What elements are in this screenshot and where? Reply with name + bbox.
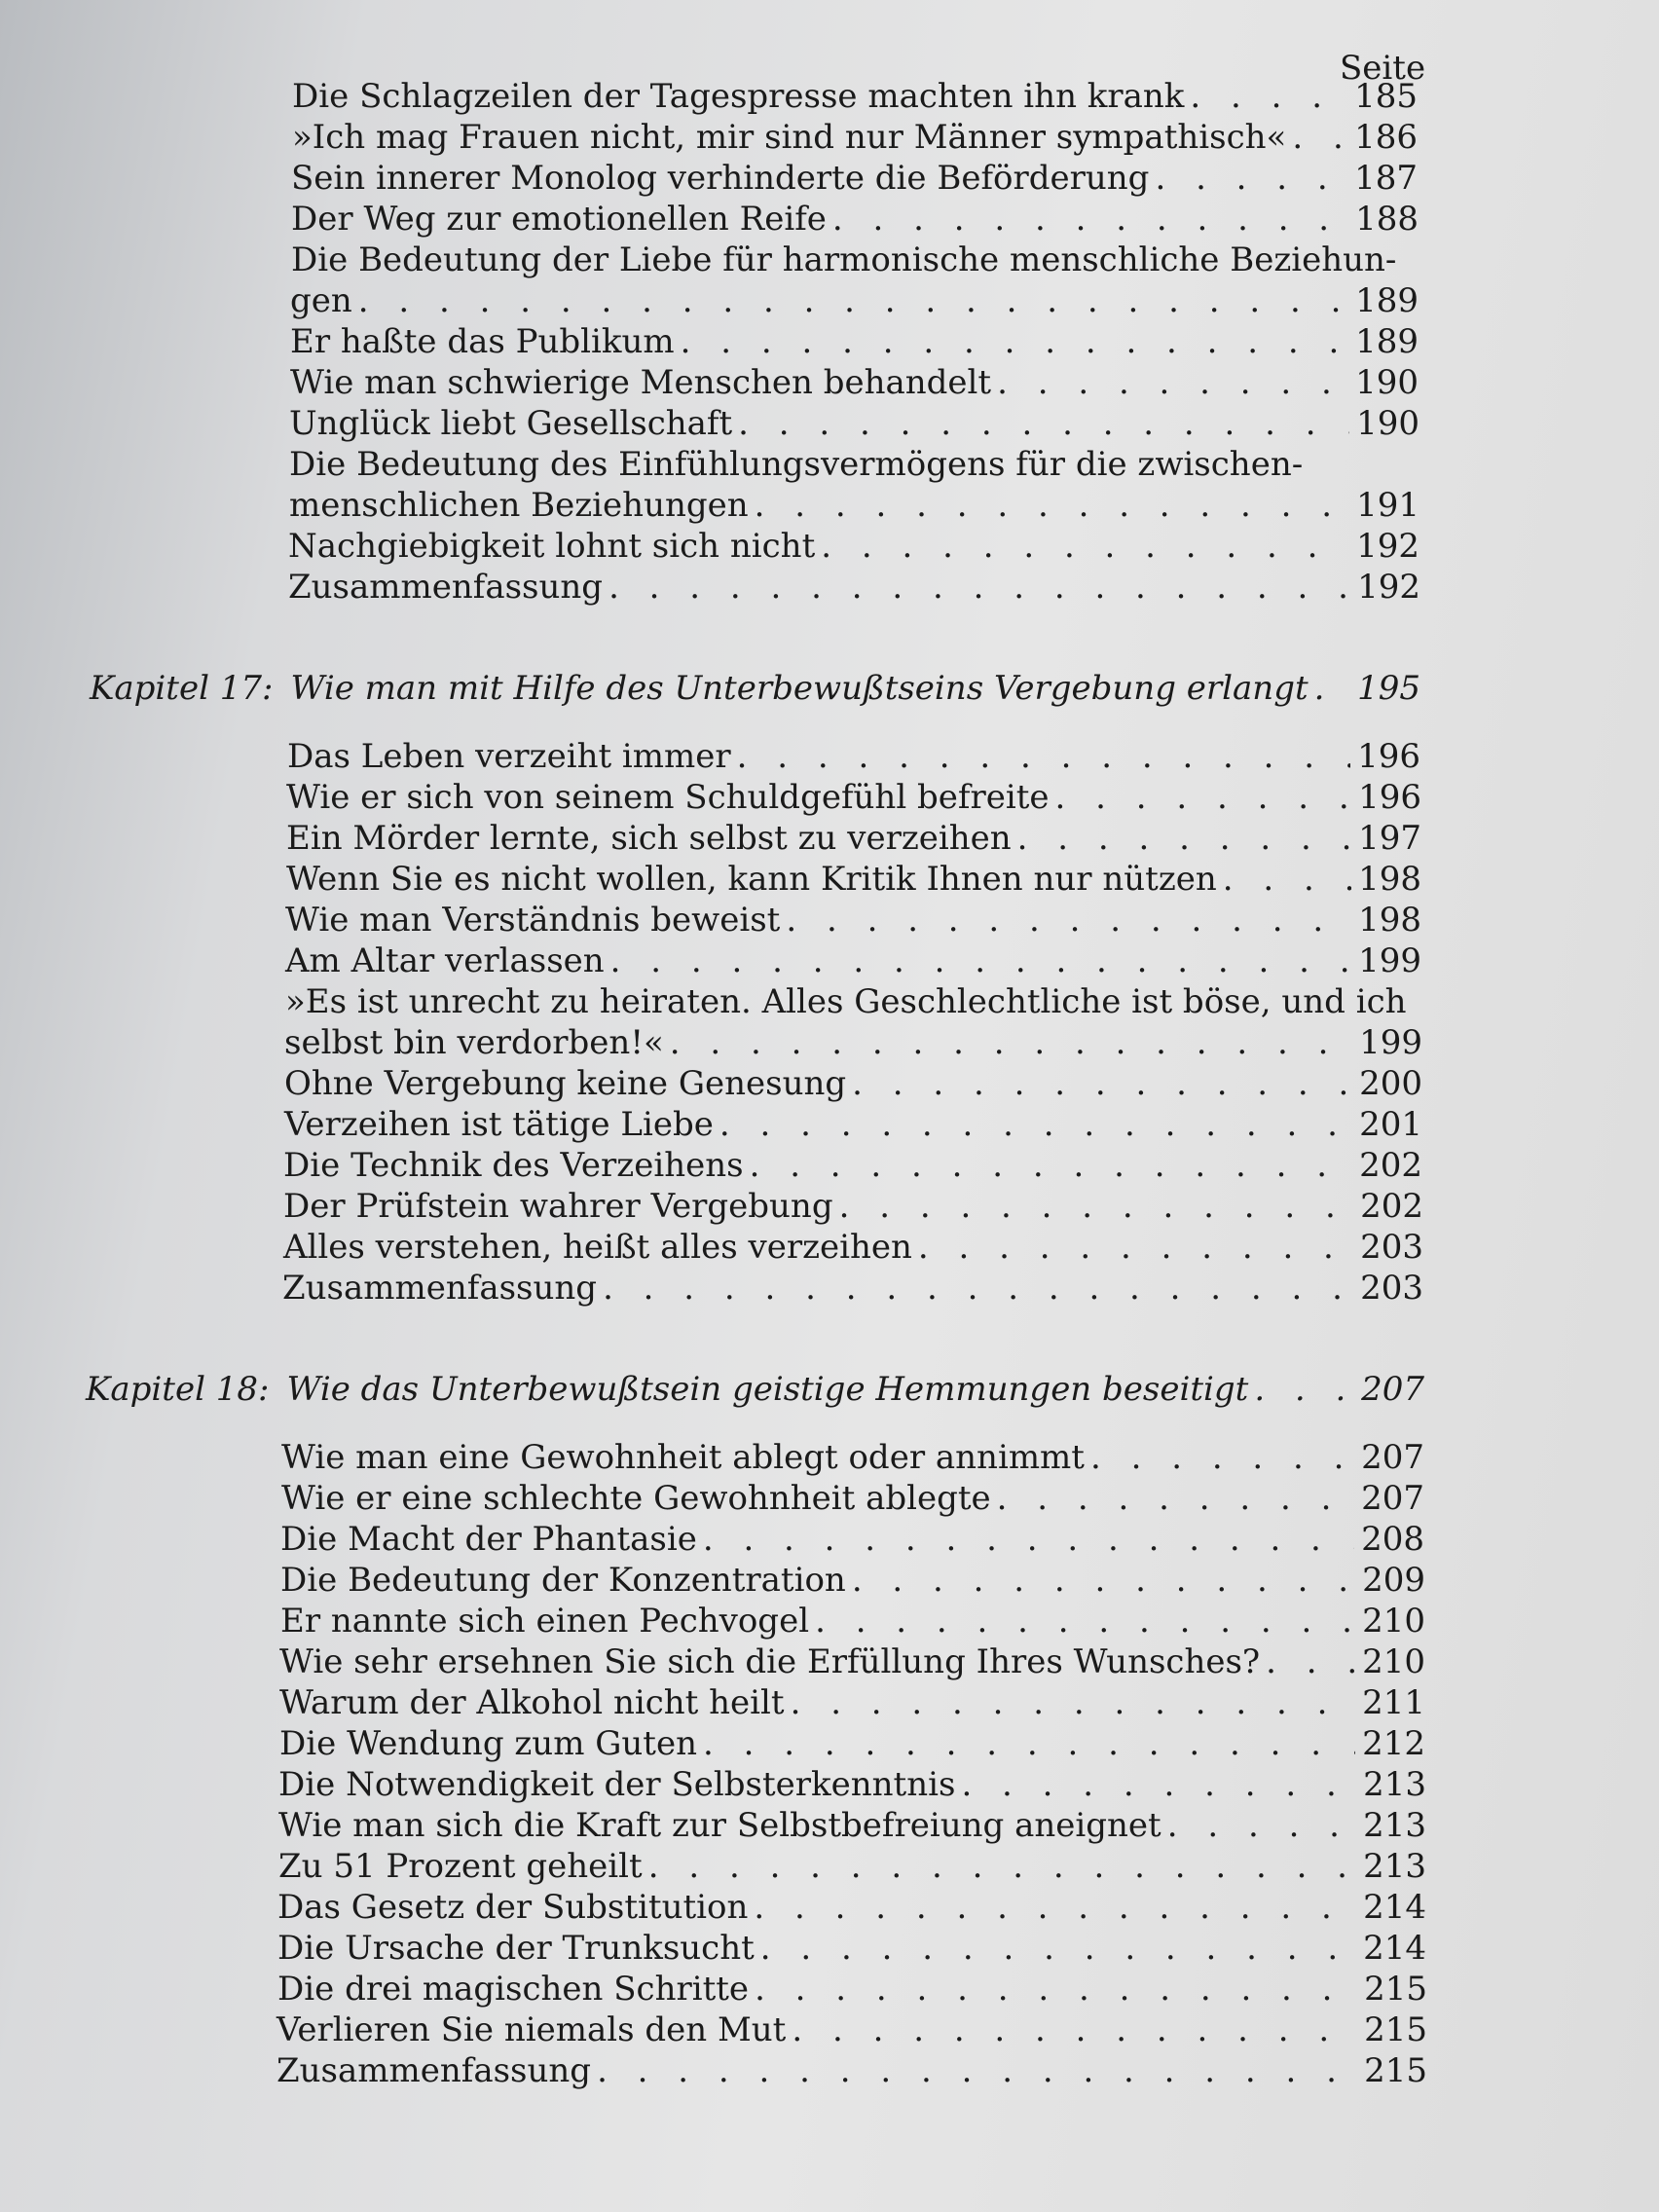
entry-title: Zu 51 Prozent geheilt: [278, 1847, 643, 1886]
page-number: 197: [1358, 819, 1421, 858]
toc-entry: [280, 1560, 1425, 1601]
chapter-title: Wie das Unterbewußtsein geistige Hemmungen beseitigt: [286, 1370, 1249, 1409]
page-number: 211: [1362, 1683, 1425, 1722]
dot-leader: [750, 1145, 1352, 1186]
toc-entry: [291, 158, 1418, 199]
toc-entry: [288, 526, 1419, 567]
dot-leader: [1017, 818, 1351, 859]
toc-entry: [292, 76, 1418, 117]
page-number: 202: [1359, 1146, 1422, 1185]
entry-title: Die Technik des Verzeihens: [283, 1146, 744, 1185]
dot-leader: [755, 1969, 1357, 2009]
entry-title: Wenn Sie es nicht wollen, kann Kritik Ihnen nur nützen: [286, 860, 1217, 899]
toc-entry: [277, 1887, 1426, 1928]
page-number: 192: [1356, 527, 1419, 566]
entry-title: Die Macht der Phantasie: [280, 1520, 697, 1559]
toc-entry: [285, 981, 1422, 1022]
toc-entry: [282, 1268, 1423, 1309]
page-number: 196: [1357, 737, 1420, 776]
dot-leader: [737, 736, 1350, 777]
toc-entry: [287, 736, 1420, 777]
toc-entry: [283, 1186, 1423, 1227]
dot-leader: [997, 1478, 1354, 1519]
page-column-header: Seite: [1340, 49, 1426, 88]
page-number: 195: [1357, 669, 1420, 708]
page-number: 209: [1362, 1561, 1425, 1600]
page-number: 190: [1355, 363, 1419, 402]
dot-leader: [703, 1519, 1354, 1560]
page-number: 202: [1360, 1187, 1423, 1226]
entry-title: Die Ursache der Trunksucht: [277, 1929, 755, 1968]
entry-title: Sein innerer Monolog verhinderte die Beförderung: [291, 159, 1150, 198]
page-number: 187: [1354, 159, 1418, 198]
dot-leader: [1254, 1369, 1354, 1410]
toc-entry: [285, 940, 1421, 981]
page-number: 198: [1358, 901, 1421, 940]
entry-title: selbst bin verdorben!«: [284, 1023, 664, 1062]
page-number: 214: [1363, 1888, 1426, 1927]
dot-leader: [791, 1682, 1355, 1723]
page-number: 200: [1359, 1064, 1422, 1103]
entry-title: Die Notwendigkeit der Selbsterkenntnis: [278, 1765, 956, 1804]
page-number: 190: [1356, 404, 1419, 443]
toc-entry: [278, 1846, 1426, 1887]
entry-title: Wie sehr ersehnen Sie sich die Erfüllung Ihres Wunsches?: [279, 1642, 1261, 1681]
page-number: 215: [1364, 1970, 1427, 2009]
dot-leader: [792, 2009, 1357, 2050]
toc-entry: [290, 362, 1419, 403]
page-number: 191: [1356, 486, 1419, 525]
entry-title: Zusammenfassung: [276, 2051, 592, 2090]
toc-entry: [279, 1723, 1425, 1764]
dot-leader: [1292, 117, 1347, 158]
page-number: 215: [1364, 2051, 1427, 2090]
dot-leader: [610, 940, 1351, 981]
dot-leader: [719, 1104, 1352, 1145]
dot-leader: [608, 567, 1350, 608]
dot-leader: [1090, 1437, 1354, 1478]
dot-leader: [821, 526, 1349, 567]
toc-entry: [291, 240, 1419, 280]
entry-title: Warum der Alkohol nicht heilt: [279, 1683, 785, 1722]
toc-entry: [288, 567, 1420, 608]
dot-leader: [755, 485, 1349, 526]
entry-title: Wie er eine schlechte Gewohnheit ablegte: [281, 1479, 991, 1518]
entry-title: Das Leben verzeiht immer: [287, 737, 731, 776]
dot-leader: [648, 1846, 1356, 1887]
chapter-label: Kapitel 17:: [90, 669, 274, 708]
page-number: 213: [1363, 1847, 1426, 1886]
chapter-title: Wie man mit Hilfe des Unterbewußtseins Vergebung erlangt: [290, 669, 1309, 708]
toc-entry: [286, 777, 1421, 818]
toc-entry: [289, 444, 1419, 485]
dot-leader: [815, 1601, 1355, 1641]
entry-title: Er haßte das Publikum: [290, 322, 675, 361]
page-number: 199: [1358, 941, 1421, 980]
dot-leader: [1266, 1641, 1355, 1682]
page-number: 189: [1355, 322, 1419, 361]
dot-leader: [358, 280, 1348, 321]
entry-title: Die Bedeutung der Liebe für harmonische menschliche Beziehun-: [291, 240, 1397, 279]
entry-title: Verlieren Sie niemals den Mut: [276, 2010, 787, 2049]
page-number: 213: [1363, 1765, 1426, 1804]
toc-entry: [289, 485, 1419, 526]
entry-title: Zusammenfassung: [288, 568, 604, 607]
entry-title: Wie man Verständnis beweist: [285, 901, 781, 940]
entry-title: Die Bedeutung des Einfühlungsvermögens für die zwischen-: [289, 445, 1304, 484]
toc-entry: [285, 900, 1421, 940]
entry-title: Verzeihen ist tätige Liebe: [284, 1105, 714, 1144]
entry-title: Wie man schwierige Menschen behandelt: [290, 363, 992, 402]
page-number: 192: [1357, 568, 1420, 607]
toc-entry: [281, 1437, 1424, 1478]
page-number: 188: [1355, 200, 1419, 239]
toc-entry: [290, 321, 1419, 362]
toc-entry: [280, 1601, 1425, 1641]
dot-leader: [670, 1022, 1352, 1063]
entry-title: Nachgiebigkeit lohnt sich nicht: [288, 527, 816, 566]
page-number: 199: [1359, 1023, 1422, 1062]
toc-entry: [280, 1519, 1424, 1560]
dot-leader: [1055, 777, 1351, 818]
dot-leader: [703, 1723, 1355, 1764]
entry-title: Die Wendung zum Guten: [279, 1724, 697, 1763]
page-number: 215: [1364, 2010, 1427, 2049]
toc-entry: [286, 859, 1421, 900]
toc-entry: [276, 2050, 1427, 2091]
entry-title: Der Weg zur emotionellen Reife: [291, 200, 827, 239]
page-number: 189: [1355, 281, 1419, 320]
toc-entry: [284, 1022, 1422, 1063]
dot-leader: [839, 1186, 1353, 1227]
entry-title: gen: [290, 281, 352, 320]
page-number: 214: [1363, 1929, 1426, 1968]
page-number: 208: [1361, 1520, 1424, 1559]
chapter-entry: [90, 668, 1420, 709]
dot-leader: [754, 1887, 1356, 1928]
toc-entry: [279, 1682, 1425, 1723]
chapter-entry: [86, 1369, 1424, 1410]
page-number: 201: [1359, 1105, 1422, 1144]
page-number: 196: [1358, 778, 1421, 817]
toc-entry: [277, 1928, 1426, 1969]
dot-leader: [832, 199, 1348, 240]
toc-entry: [276, 2009, 1427, 2050]
page-number: 207: [1361, 1438, 1424, 1477]
entry-title: Wie er sich von seinem Schuldgefühl befreite: [286, 778, 1050, 817]
toc-entry: [291, 199, 1419, 240]
dot-leader: [961, 1764, 1356, 1805]
page-number: 213: [1363, 1806, 1426, 1845]
toc-entry: [289, 403, 1419, 444]
dot-leader: [852, 1560, 1355, 1601]
page-number: 186: [1354, 118, 1418, 157]
dot-leader: [1190, 76, 1347, 117]
entry-title: Unglück liebt Gesellschaft: [289, 404, 733, 443]
entry-title: Wie man eine Gewohnheit ablegt oder annimmt: [281, 1438, 1085, 1477]
page-number: 207: [1361, 1370, 1424, 1409]
entry-title: »Es ist unrecht zu heiraten. Alles Geschlechtliche ist böse, und ich: [285, 982, 1407, 1021]
page-number: 203: [1360, 1228, 1423, 1267]
entry-title: Die Bedeutung der Konzentration: [280, 1561, 846, 1600]
dot-leader: [1314, 668, 1350, 709]
chapter-label: Kapitel 18:: [86, 1370, 270, 1409]
dot-leader: [603, 1268, 1353, 1309]
toc-entry: [283, 1227, 1423, 1268]
entry-title: Wie man sich die Kraft zur Selbstbefreiung aneignet: [278, 1806, 1161, 1845]
toc-entry: [284, 1063, 1422, 1104]
entry-title: Am Altar verlassen: [285, 941, 605, 980]
toc-entry: [279, 1641, 1425, 1682]
entry-title: menschlichen Beziehungen: [289, 486, 749, 525]
page-number: 203: [1360, 1269, 1423, 1308]
dot-leader: [1155, 158, 1347, 199]
toc-entry: [281, 1478, 1424, 1519]
dot-leader: [1223, 859, 1351, 900]
dot-leader: [1167, 1805, 1356, 1846]
page-number: 210: [1362, 1642, 1425, 1681]
dot-leader: [738, 403, 1349, 444]
toc-entry: [278, 1764, 1426, 1805]
toc-entry: [283, 1145, 1422, 1186]
dot-leader: [997, 362, 1348, 403]
toc-entry: [286, 818, 1421, 859]
entry-title: Zusammenfassung: [282, 1269, 598, 1308]
page-number: 210: [1362, 1602, 1425, 1641]
dot-leader: [918, 1227, 1353, 1268]
entry-title: »Ich mag Frauen nicht, mir sind nur Männer sympathisch«: [292, 118, 1287, 157]
page-number: 185: [1354, 77, 1418, 116]
entry-title: Alles verstehen, heißt alles verzeihen: [283, 1228, 912, 1267]
page-number: 198: [1358, 860, 1421, 899]
page-number: 212: [1362, 1724, 1425, 1763]
entry-title: Ohne Vergebung keine Genesung: [284, 1064, 847, 1103]
entry-title: Die Schlagzeilen der Tagespresse machten ihn krank: [292, 77, 1185, 116]
dot-leader: [597, 2050, 1357, 2091]
toc-entry: [278, 1805, 1426, 1846]
entry-title: Er nannte sich einen Pechvogel: [280, 1602, 810, 1641]
dot-leader: [852, 1063, 1352, 1104]
entry-title: Das Gesetz der Substitution: [277, 1888, 749, 1927]
dot-leader: [760, 1928, 1356, 1969]
toc-entry: [277, 1969, 1427, 2009]
dot-leader: [681, 321, 1348, 362]
page-number: 207: [1361, 1479, 1424, 1518]
entry-title: Die drei magischen Schritte: [277, 1970, 750, 2009]
toc-entry: [292, 117, 1418, 158]
toc-entry: [290, 280, 1419, 321]
dot-leader: [786, 900, 1351, 940]
entry-title: Der Prüfstein wahrer Vergebung: [283, 1187, 833, 1226]
entry-title: Ein Mörder lernte, sich selbst zu verzeihen: [286, 819, 1012, 858]
toc-entry: [284, 1104, 1422, 1145]
